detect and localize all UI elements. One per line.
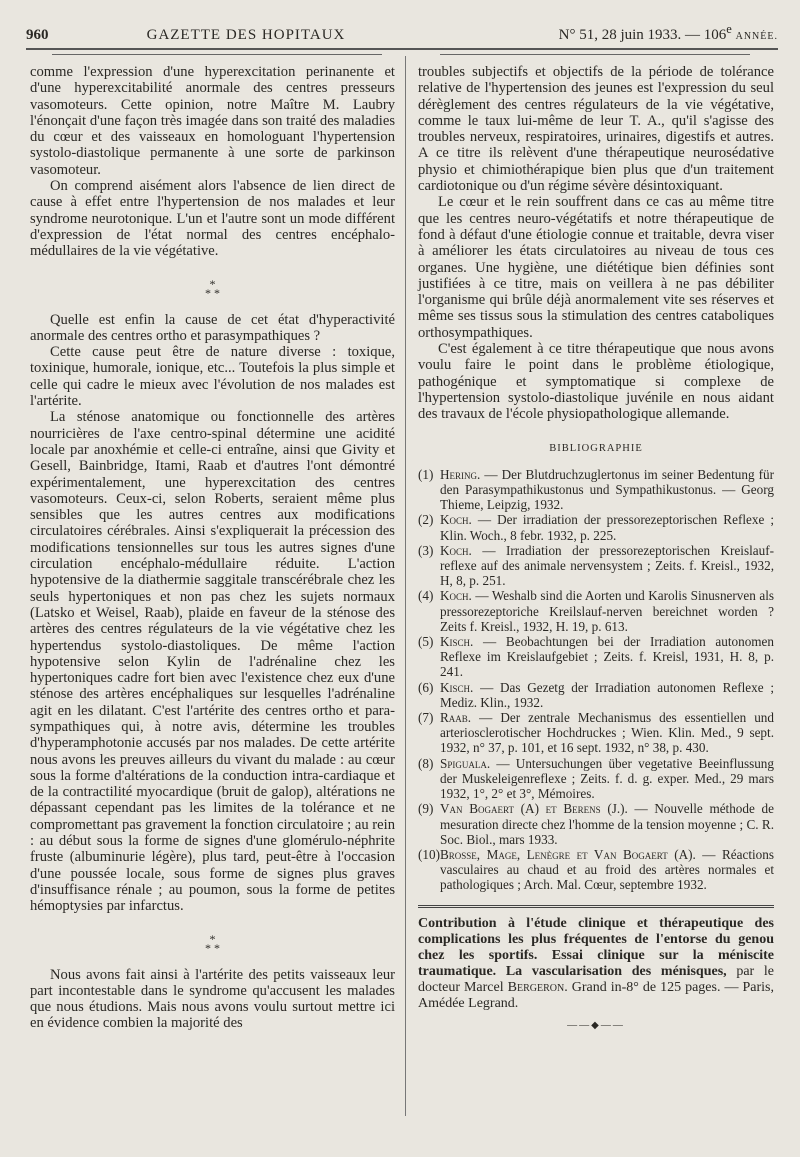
entry-number: (4) [418, 588, 434, 604]
review-title: Contribution à l'étude clinique et thérapeutique des complications les plus fréquentes de l'entorse du genou chez les sportifs. Essai clinique sur la méniscite traumatique. La vascularisation des ménisques, [418, 915, 774, 979]
bibliography-entry [418, 512, 774, 542]
paragraph: comme l'expression d'une hyperexcitation perinanente et d'une hyperexcitabilité anormale des centres presseurs vasomoteurs. Cette opinion, notre Maître M. Laubry l'énonçait d'une façon très imagée dans son traité des maladies du cœur et des vaisseaux en homologuant l'hypertension systolo-diastolique permanente à une sorte de parkinson vasomoteur. [30, 64, 395, 178]
issue-date: N° 51, 28 juin 1933. — 106 [558, 27, 727, 43]
entry-author: Kisch. [440, 634, 474, 650]
issue-year-label: ANNÉE. [735, 31, 778, 42]
bibliography-entry [418, 634, 774, 680]
bibliography-entry [418, 847, 774, 893]
entry-number: (8) [418, 755, 434, 771]
entry-text: — Untersuchungen über vegetative Beeinflussung der Muskeleigenreflexe ; Zeits. f. d. g. exper. Med., 29 mars 1932, 1°, 2° et 3°, Mémoires. [440, 755, 774, 802]
entry-number: (5) [418, 634, 434, 650]
entry-text: — Der irradiation der pressorezeptorischen Reflexe ; Klin. Woch., 8 febr. 1932, p. 225. [440, 512, 774, 543]
bibliography-entry [418, 588, 774, 634]
page-number: 960 [26, 27, 49, 43]
entry-text: — Das Gezetg der Irradiation autonomen Reflexe ; Mediz. Klin., 1932. [440, 679, 774, 710]
paragraph: La sténose anatomique ou fonctionnelle des artères nourricières de l'axe centro-spinal détermine une acidité locale par anoxhémie et celle-ci entraîne, ainsi que Givity et Gesell, Bainbridge, Itami, Raab et d'autres l'ont démontré expérimentalement, une hyperexcitation des centres vasomoteurs. Ceux-ci, selon Roberts, seraient même plus sensibles que les autres centres aux modifications circulatoires cérébrales. Ainsi s'expliquerait la précession des modifications tensionnelles sur tous les autres signes d'une circulation encéphalo-médullaire réduite. L'action hypotensive de la diathermie saggitale transcérébrale chez les seuls hypertoniques et non pas chez les sujets normaux (Latsko et Weisel, Raab), plaide en faveur de la sténose des artères des centres régulateurs de la vie végétative chez les hypertendus systolo-diastoliques. De même l'action hypotensive selon Kylin de l'adrénaline chez les hypertoniques cadre fort bien avec l'existence chez eux d'une sténose des artères encéphaliques sur lesquelles l'adrénaline agit en les dilatant. C'est l'artérite des centres ortho et para-sympathiques qui, à notre avis, détermine les troubles d'hyperamphotonie accusés par nos malades. De cette artérite nous avons les preuves ailleurs du vivant du malade : au cœur sous la forme d'altérations de la conduction intra-cardiaque et de la contractilité myocardique (bruit de galop), altérations ne dépassant cependant pas les limites de la tolérance et ne compromettant pas gravement la fonction circulatoire ; au rein : au début sous la forme de signes d'une glomérulo-néphrite fruste (albuminurie légère), plus tard, peut-être à l'occasion d'une poussée locale, sous forme de signes plus graves d'insuffisance rénale ; au poumon, sous la forme de petites hémoptysies par infarctus. [30, 409, 395, 915]
review-author: Bergeron. [507, 979, 568, 995]
entry-text: — Nouvelle méthode de mesuration directe chez l'homme de la tension moyenne ; C. R. Soc. Biol., mars 1933. [440, 801, 774, 847]
entry-number: (9) [418, 801, 434, 817]
bibliography-list [418, 467, 774, 893]
right-column [418, 64, 774, 1034]
entry-author: Hering. [440, 466, 481, 482]
entry-text: — Der zentrale Mechanismus des essentiellen und arteriosclerotischer Hochdruckes ; Wien. Klin. Med., 9 sept. 1932, n° 37, p. 101, et 16 sept. 1932, n° 38, p. 430. [440, 710, 774, 756]
end-ornament: ——◆—— [567, 1019, 625, 1031]
paragraph: On comprend aisément alors l'absence de lien direct de cause à effet entre l'hypertension de nos malades et leur syndrome neurotonique. L'un et l'autre sont un mode différent d'expression de l'état normal des centres encéphalo-médullaires de la vie végétative. [30, 178, 395, 260]
bibliography-title: BIBLIOGRAPHIE [549, 442, 643, 454]
entry-author: Kisch. [440, 679, 474, 695]
entry-author: Koch. [440, 512, 472, 528]
asterism: * * * [205, 276, 220, 300]
bibliography-entry [418, 710, 774, 756]
entry-number: (2) [418, 512, 434, 528]
review-publisher: Grand in-8° de 125 pages. — Paris, Amédée Legrand. [418, 979, 774, 1011]
column-divider [405, 56, 406, 1116]
entry-author: Koch. [440, 588, 472, 604]
entry-text: — Der Blutdruchzuglertonus im seiner Bedentung für den Parasympathikustonus und Sympathikustonus. — Georg Thieme, Leipzig, 1932. [440, 466, 774, 513]
entry-author: Brosse, Mage, Lenègre et Van Bogaert (A). [440, 846, 696, 862]
left-column [30, 64, 395, 1032]
asterism: * * * [205, 931, 220, 955]
bibliography-entry [418, 467, 774, 513]
entry-text: — Beobachtungen bei der Irradiation autonomen Reflexe im Kreislaufgebiet ; Zeits. f. Kreisl, 1931, H. 8, p. 241. [440, 634, 774, 680]
entry-number: (1) [418, 466, 434, 482]
entry-author: Spiguala. [440, 755, 491, 771]
entry-text: — Réactions vasculaires au chaud et au froid des artères normales et pathologiques ; Arch. Mal. Cœur, septembre 1932. [440, 846, 774, 893]
paragraph: Cette cause peut être de nature diverse : toxique, toxinique, humorale, ionique, etc... Toutefois la plus simple et celle qui cadre le mieux avec l'évolution de nos malades est l'artérite. [30, 344, 395, 410]
journal-title: GAZETTE DES HOPITAUX [146, 27, 346, 43]
issue-info [376, 22, 778, 44]
bibliography-entry [418, 801, 774, 847]
section-rule [418, 905, 774, 908]
page-header [26, 18, 778, 50]
entry-text: — Irradiation der pressorezeptorischen Kreislauf-reflexe auf des animale nervensystem ; Zeits. f. Kreisl., 1932, H, 8, p. 251. [440, 542, 774, 589]
paragraph: Nous avons fait ainsi à l'artérite des petits vaisseaux leur part incontestable dans le syndrome qu'accusent les malades que nous étudions. Mais nous avons voulu surtout mettre ici en évidence combien la majorité des [30, 966, 395, 1032]
entry-number: (3) [418, 542, 434, 558]
book-review [418, 916, 774, 1012]
entry-text: — Weshalb sind die Aorten und Karolis Sinusnerven als pressorezeptoriche Kreilslauf-nerven bereichnet worden ? Zeits f. Kreisl., 1932, H. 19, p. 613. [440, 588, 774, 634]
paragraph: troubles subjectifs et objectifs de la période de tolérance relative de l'hypertension des jeunes est l'expression du seul dérèglement des centres régulateurs de la vie végétative, comme le taux lui-même de leur T. A., qu'il s'agisse des troubles nerveux, respiratoires, urinaires, digestifs et autres. A ce titre ils relèvent d'une thérapeutique neurosédative physio et chimiothérapique bien plus que d'un traitement cardiotonique ou d'un régime sévère désintoxiquant. [418, 64, 774, 195]
paragraph: C'est également à ce titre thérapeutique que nous avons voulu faire le point dans le problème étiologique, pathogénique et symptomatique si complexe de l'hypertension systolo-diastolique juvénile en nous aidant des travaux de l'école physiopathologique allemande. [418, 341, 774, 423]
bibliography-entry [418, 543, 774, 589]
entry-number: (7) [418, 710, 434, 726]
top-rule-right [440, 54, 750, 55]
bibliography-entry [418, 680, 774, 710]
entry-author: Raab. [440, 710, 472, 726]
entry-author: Koch. [440, 542, 472, 558]
paragraph: Quelle est enfin la cause de cet état d'hyperactivité anormale des centres ortho et parasympathiques ? [30, 311, 395, 344]
issue-sup: e [726, 22, 732, 36]
bibliography-entry [418, 756, 774, 802]
entry-number: (10) [418, 846, 440, 862]
entry-number: (6) [418, 679, 434, 695]
top-rule-left [52, 54, 382, 55]
paragraph: Le cœur et le rein souffrent dans ce cas au même titre que les centres neuro-végétatifs et notre thérapeutique de fond à défaut d'une étiologie connue et traitable, devra viser à améliorer les états circulatoires au niveau de tous ces organes. Une hygiène, une diététique bien définies sont justifiées à ce titre, mais on veillera à ne pas débiliter l'organisme qui brûle déjà anormalement vite ses réserves et même ses tissus sous la stimulation des centres cataboliques orthosympathiques. [418, 194, 774, 341]
entry-author: Van Bogaert (A) et Berens (J.). [440, 801, 628, 817]
review-byline: par le docteur Marcel [418, 963, 774, 995]
